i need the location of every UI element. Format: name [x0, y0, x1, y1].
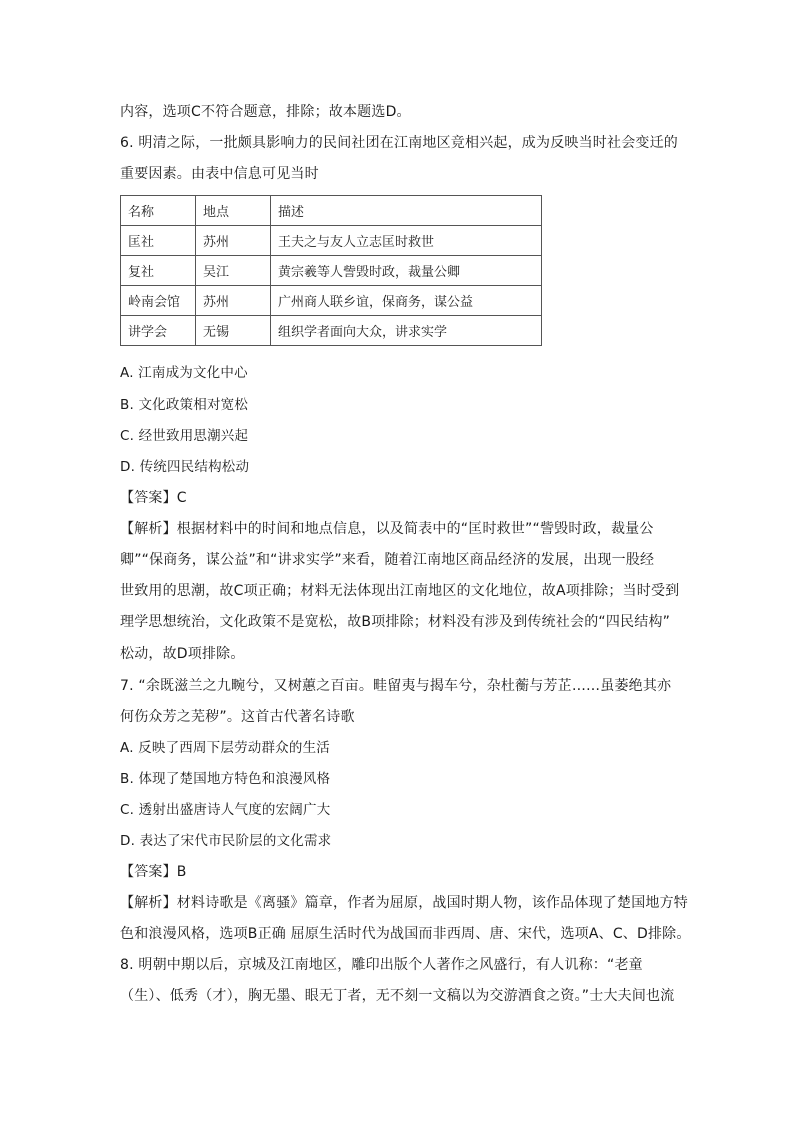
option-b: B. 体现了楚国地方特色和浪漫风格	[120, 771, 331, 787]
table-cell: 王夫之与友人立志匡时救世	[271, 226, 542, 256]
table-cell: 苏州	[196, 226, 271, 256]
table-row	[121, 316, 542, 346]
table-row	[121, 226, 542, 256]
explanation-line: 理学思想统治，文化政策不是宽松，故B项排除；材料没有涉及到传统社会的“四民结构”	[120, 614, 671, 630]
explanation-line: 【解析】材料诗歌是《离骚》篇章，作者为屈原，战国时期人物，该作品体现了楚国地方特	[120, 895, 688, 911]
question-7-stem: 7. “余既滋兰之九畹兮，又树蕙之百亩。畦留夷与揭车兮，杂杜蘅与芳芷……虽萎绝其亦	[120, 678, 672, 694]
table-header-cell: 地点	[196, 196, 271, 226]
table-cell: 匡社	[121, 226, 196, 256]
option-c: C. 透射出盛唐诗人气度的宏阔广大	[120, 802, 331, 818]
option-a: A. 反映了西周下层劳动群众的生活	[120, 740, 330, 756]
table-header-row	[121, 196, 542, 226]
question-6-stem-cont: 重要因素。由表中信息可见当时	[120, 166, 319, 182]
explanation-line: 【解析】根据材料中的时间和地点信息，以及简表中的“匡时救世”“訾毁时政，裁量公	[120, 521, 654, 537]
table-cell: 组织学者面向大众，讲求实学	[271, 316, 542, 346]
explanation-line: 松动，故D项排除。	[120, 646, 245, 662]
table-row	[121, 286, 542, 316]
question-6-stem: 6. 明清之际，一批颇具影响力的民间社团在江南地区竞相兴起，成为反映当时社会变迁的	[120, 135, 679, 151]
option-b: B. 文化政策相对宽松	[120, 397, 249, 413]
option-d: D. 传统四民结构松动	[120, 459, 250, 475]
option-c: C. 经世致用思潮兴起	[120, 428, 249, 444]
question-8-stem: 8. 明朝中期以后，京城及江南地区，雕印出版个人著作之风盛行，有人讥称：“老童	[120, 957, 643, 973]
table-header-cell: 描述	[271, 196, 542, 226]
question-7-stem-cont: 何伤众芳之芜秽”。这首古代著名诗歌	[120, 709, 355, 725]
table-cell: 吴江	[196, 256, 271, 286]
option-d: D. 表达了宋代市民阶层的文化需求	[120, 833, 332, 849]
explanation-line: 色和浪漫风格，选项B正确 屈原生活时代为战国而非西周、唐、宋代，选项A、C、D排除。	[120, 926, 691, 942]
table-cell: 岭南会馆	[121, 286, 196, 316]
table-cell: 复社	[121, 256, 196, 286]
explanation-line: 世致用的思潮，故C项正确；材料无法体现出江南地区的文化地位，故A项排除；当时受到	[120, 583, 680, 599]
question-8-stem-cont: （生）、低秀（才），胸无墨、眼无丁者，无不刻一文稿以为交游酒食之资。”士大夫间也流	[120, 988, 675, 1004]
answer-label: 【答案】C	[120, 490, 187, 506]
text-line: 内容，选项C不符合题意，排除；故本题选D。	[120, 104, 411, 120]
option-a: A. 江南成为文化中心	[120, 365, 248, 381]
table-cell: 讲学会	[121, 316, 196, 346]
society-table	[120, 195, 542, 346]
table-header-cell: 名称	[121, 196, 196, 226]
answer-label: 【答案】B	[120, 864, 187, 880]
table-cell: 黄宗羲等人訾毁时政，裁量公卿	[271, 256, 542, 286]
table-cell: 苏州	[196, 286, 271, 316]
table-row	[121, 256, 542, 286]
table-cell: 广州商人联乡谊，保商务，谋公益	[271, 286, 542, 316]
table-cell: 无锡	[196, 316, 271, 346]
explanation-line: 卿”“保商务，谋公益”和“讲求实学”来看，随着江南地区商品经济的发展，出现一股经	[120, 552, 655, 568]
